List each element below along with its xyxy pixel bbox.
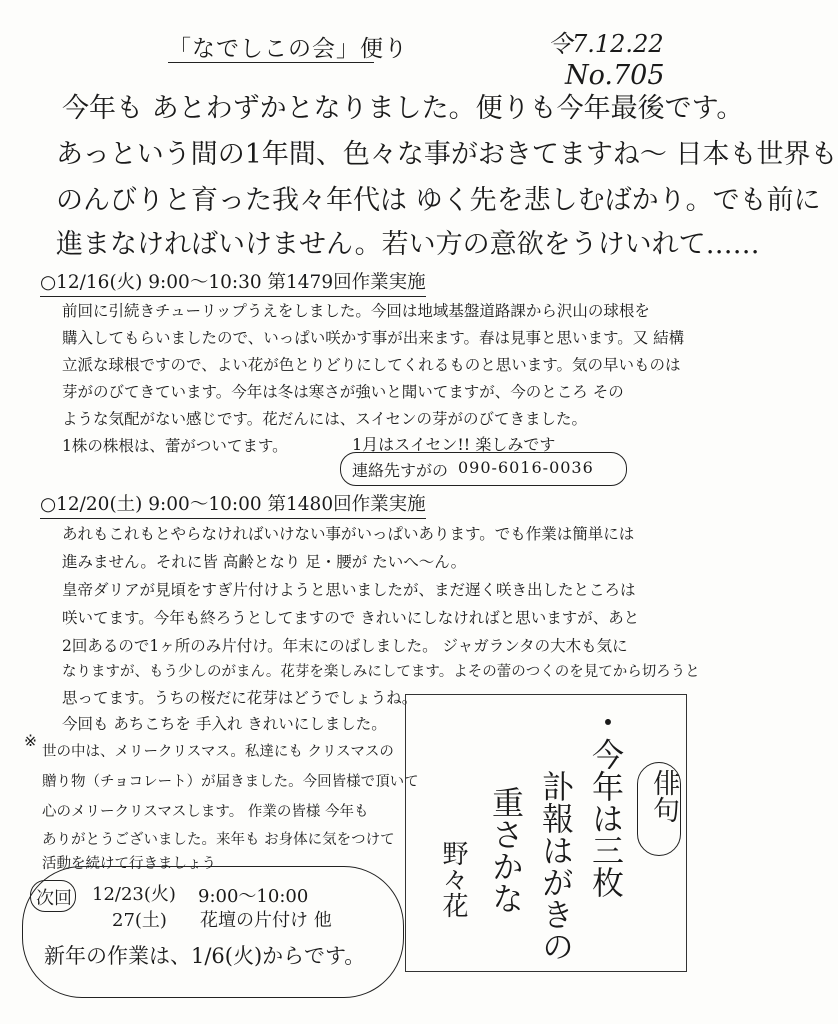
haiku-badge	[637, 762, 681, 856]
section2-line: 皇帝ダリアが見頃をすぎ片付けようと思いましたが、まだ遅く咲き出したところは	[62, 581, 636, 599]
intro-line: 進まなければいけません。若い方の意欲をうけいれて……	[56, 229, 760, 260]
next-task: 花壇の片付け 他	[200, 910, 332, 931]
title-underline	[168, 62, 374, 63]
section2-line: なりますが、もう少しのがまん。花芽を楽しみにしてます。よその蕾のつくのを見てから切ろうと	[62, 664, 700, 680]
section1-line: ような気配がない感じです。花だんには、スイセンの芽がのびてきました。	[62, 410, 587, 428]
section2-line: 咲いてます。今年も終ろうとしてますので きれいにしなければと思いますが、あと	[62, 609, 640, 627]
section1-line: 前回に引続きチューリップうえをしました。今回は地域基盤道路課から沢山の球根を	[62, 302, 650, 320]
section1-line: 芽がのびてきています。今年は冬は寒さが強いと聞いてますが、今のところ その	[62, 383, 624, 401]
memo-line: 世の中は、メリークリスマス。私達にも クリスマスの	[42, 744, 394, 760]
haiku-author: 野々花	[438, 840, 468, 918]
haiku-line-1: ・今年は三枚	[587, 706, 625, 898]
newsletter-title: 「なでしこの会」便り	[168, 36, 408, 62]
section2-heading: ○12/20(土) 9:00～10:00 第1480回作業実施	[40, 490, 426, 519]
intro-line: のんびりと育った我々年代は ゆく先を悲しむばかり。でも前に	[56, 185, 821, 216]
section1-line: 立派な球根ですので、よい花が色とりどりにしてくれるものと思います。気の早いものは	[62, 356, 681, 374]
memo-line: 心のメリークリスマスします。 作業の皆様 今年も	[42, 804, 369, 820]
next-dates-2: 27(土)	[112, 910, 167, 931]
haiku-line-2: 訃報はがきの	[537, 770, 575, 962]
section1-line: 1株の株根は、蕾がついてます。	[62, 437, 288, 455]
section2-line: あれもこれもとやらなければいけない事がいっぱいあります。でも作業は簡単には	[62, 525, 635, 543]
contact-label: 連絡先すがの	[352, 461, 449, 480]
section2-line: 進みません。それに皆 高齢となり 足・腰が たいへ～ん。	[62, 553, 467, 571]
section2-line: 思ってます。うちの桜だに花芽はどうでしょうね。	[62, 689, 418, 707]
contact-phone: 090-6016-0036	[458, 458, 594, 477]
next-dates: 12/23(火)	[92, 884, 176, 905]
haiku-line-3: 重さかな	[487, 786, 525, 914]
memo-mark: ※	[24, 732, 37, 750]
new-year-work: 新年の作業は、1/6(火)からです。	[44, 944, 366, 968]
memo-line: 活動を続けて行きましょう	[42, 856, 216, 872]
section2-line: 2回あるので1ヶ所のみ片付け。年末にのばしました。 ジャガランタの大木も気に	[62, 637, 628, 655]
january-note: 1月はスイセン!! 楽しみです	[352, 435, 556, 454]
section2-line: 今回も あちこちを 手入れ きれいにしました。	[62, 715, 387, 733]
section1-line: 購入してもらいましたので、いっぱい咲かす事が出来ます。春は見事と思います。又 結構	[62, 329, 685, 347]
intro-line: あっという間の1年間、色々な事がおきてますね～ 日本も世界も	[56, 139, 838, 170]
memo-line: 贈り物（チョコレート）が届きました。今回皆様で頂いて	[42, 774, 419, 790]
next-time: 9:00～10:00	[198, 886, 309, 907]
next-label: 次回	[36, 888, 72, 909]
haiku-badge-label: 俳句	[648, 769, 679, 823]
issue-number: No.705	[565, 60, 665, 91]
section1-heading: ○12/16(火) 9:00～10:30 第1479回作業実施	[40, 268, 426, 297]
issue-date: 令7.12.22	[548, 30, 664, 58]
memo-line: ありがとうございました。来年も お身体に気をつけて	[42, 832, 395, 848]
intro-line: 今年も あとわずかとなりました。便りも今年最後です。	[62, 93, 744, 124]
